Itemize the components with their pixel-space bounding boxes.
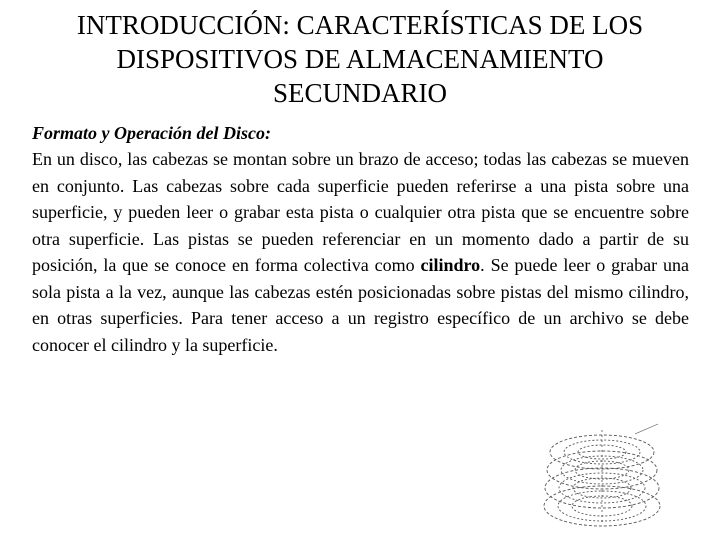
disk-platters-svg (540, 412, 680, 532)
body-paragraph (32, 146, 689, 358)
paragraph-text-end: . Se puede leer o grabar una sola pista a la vez, aunque las cabezas estén posicionadas sobre pistas del mismo cilindro, en otras superficies. Para tener acceso a un registro específico de un archivo se debe conocer el cilindro y la superficie. (32, 255, 689, 355)
slide-title (20, 8, 700, 110)
title-line-3: SECUNDARIO (272, 78, 447, 108)
platter-3-track-2 (559, 473, 645, 503)
disk-cylinder-diagram-icon (540, 412, 680, 532)
slide-body (32, 120, 689, 358)
paragraph-text-start: En un disco, las cabezas se montan sobre un brazo de acceso; todas las cabezas se mueven en conjunto. Las cabezas sobre cada superficie pueden referirse a una pista sobre una superficie, y pueden leer o grabar esta pista o cualquier otra pista que se encuentre sobre otra superficie. Las pistas se pueden referenciar en un momento dado a partir de su posición, la que se conoce en forma colectiva como (32, 149, 689, 275)
platter-3-track-1 (545, 468, 659, 508)
keyword-cilindro: cilindro (420, 255, 481, 275)
title-line-1: INTRODUCCIÓN: CARACTERÍSTICAS DE LOS (76, 10, 644, 40)
subheading: Formato y Operación del Disco: (32, 123, 271, 143)
label-leader-line (635, 424, 658, 434)
title-line-2: DISPOSITIVOS DE ALMACENAMIENTO (116, 44, 604, 74)
